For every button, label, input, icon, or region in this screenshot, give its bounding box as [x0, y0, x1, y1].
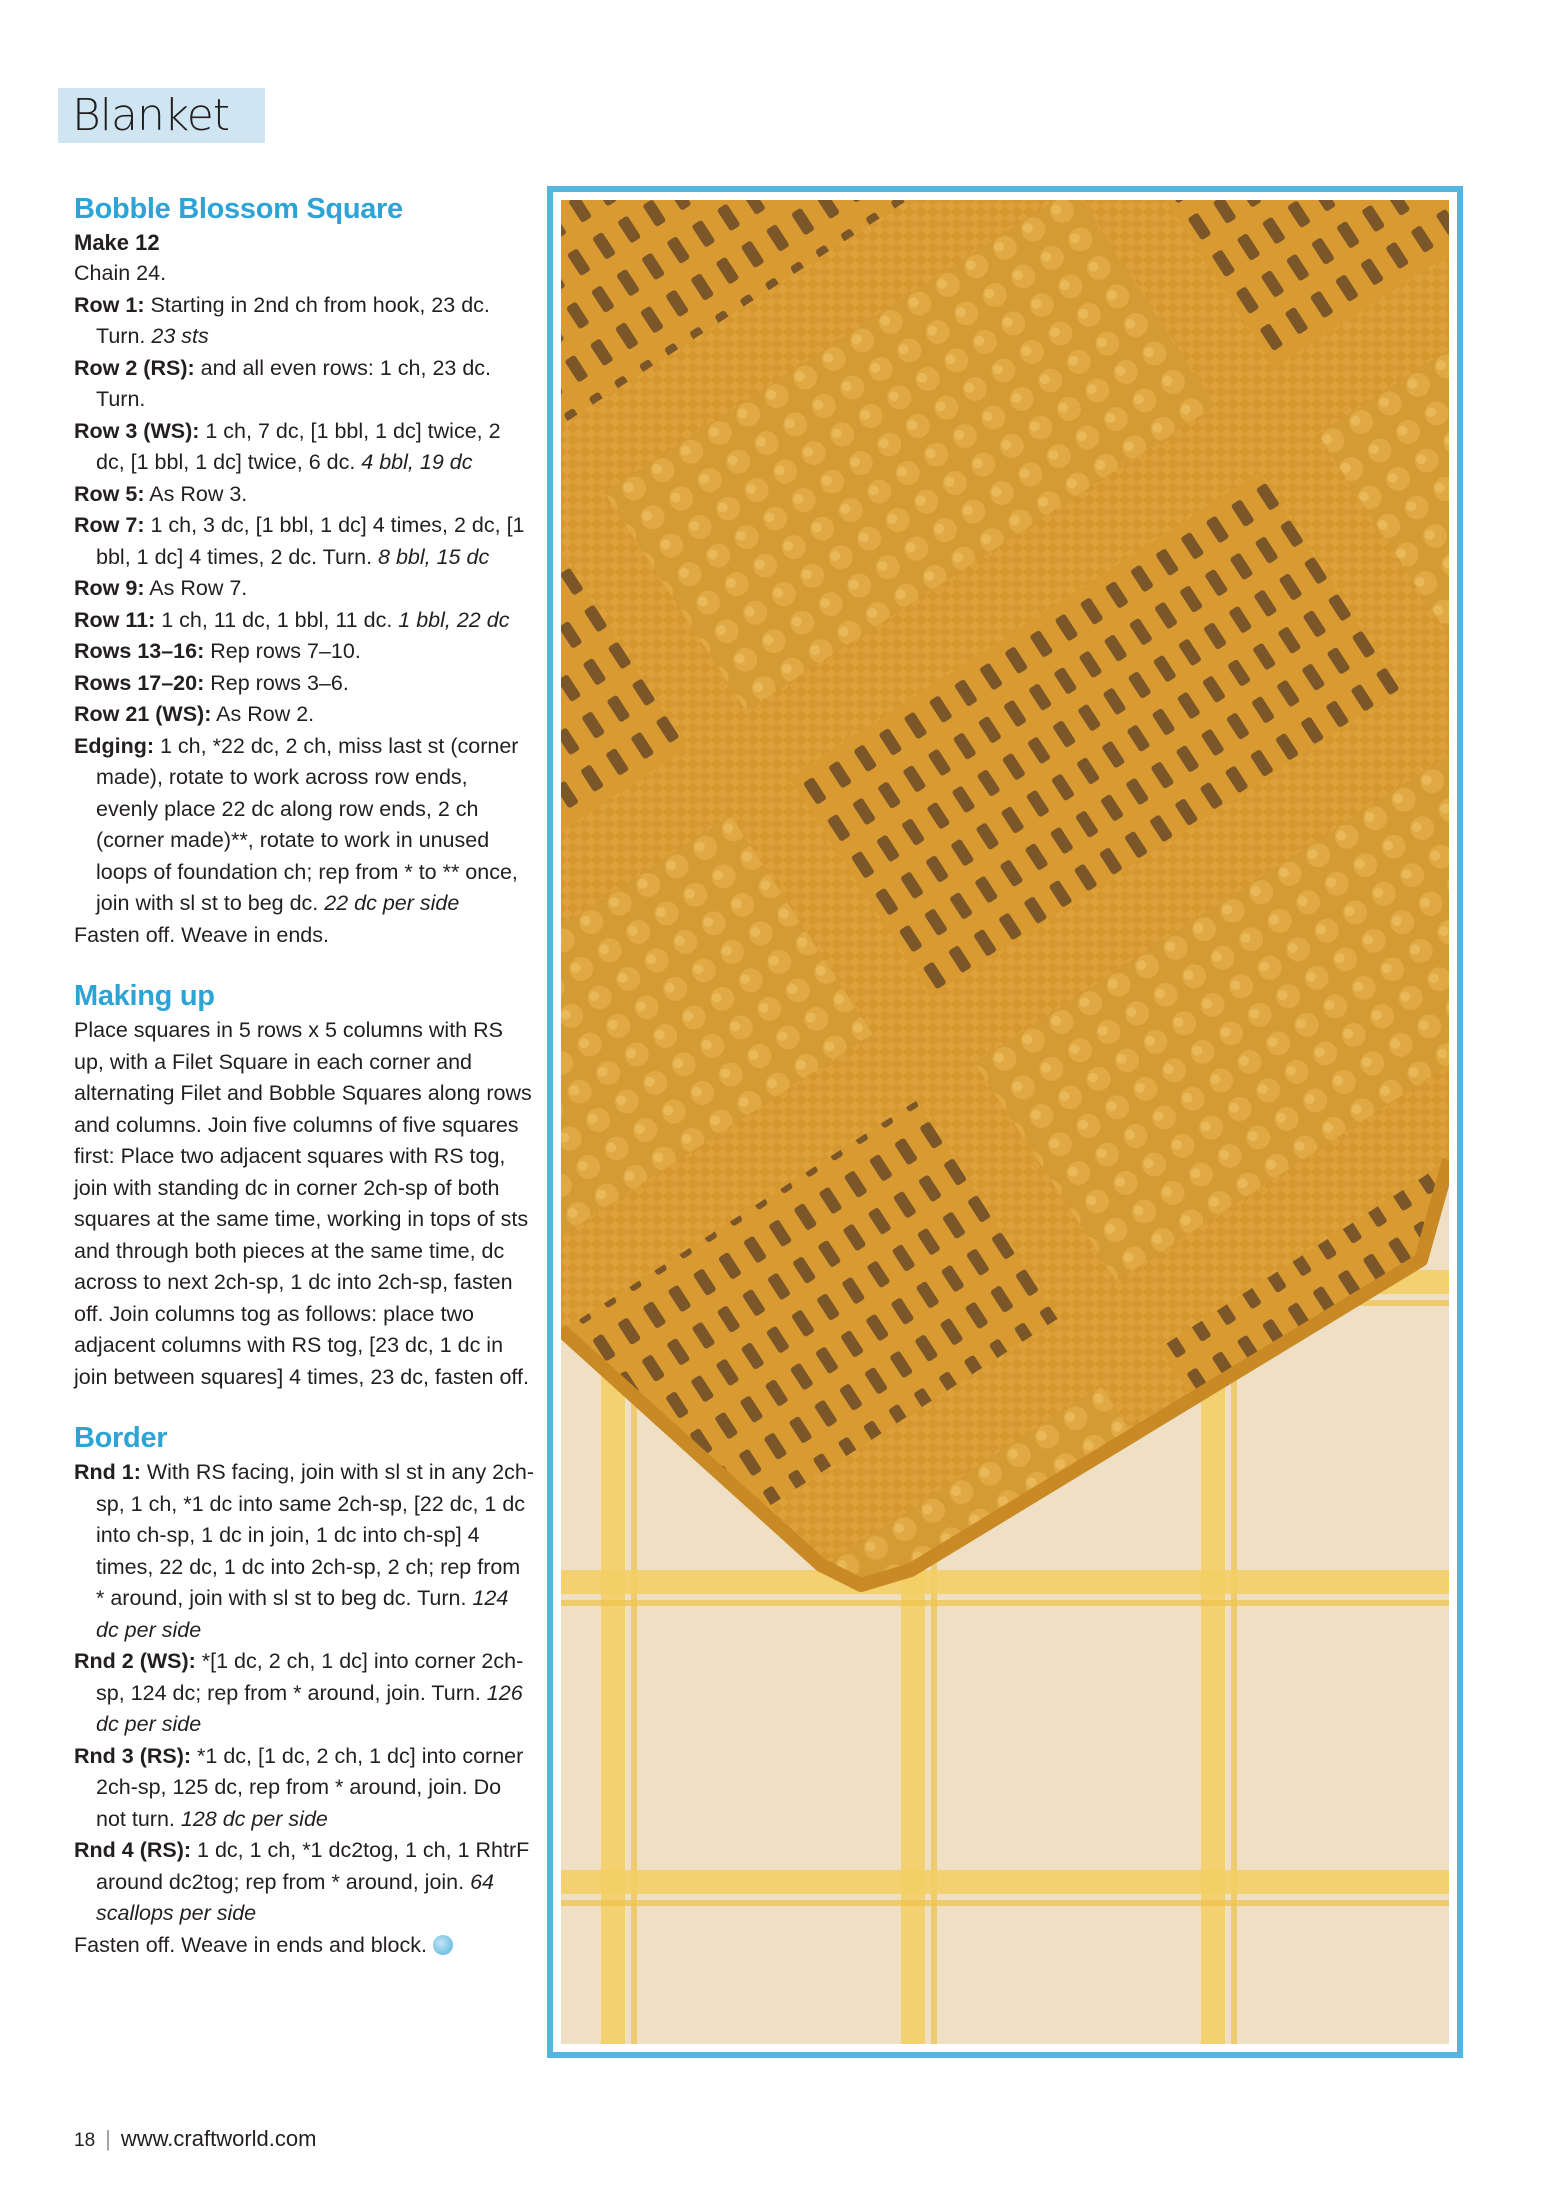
round-label: Rnd 1:	[74, 1460, 141, 1484]
row-stitch-count: 1 bbl, 22 dc	[398, 607, 510, 632]
bobble-rows	[74, 290, 534, 920]
row-label: Row 2 (RS):	[74, 355, 195, 380]
page-footer	[74, 2126, 316, 2152]
row-text: Rep rows 3–6.	[204, 670, 349, 695]
row-label: Edging:	[74, 733, 155, 758]
row-item	[74, 416, 534, 479]
row-label: Row 5:	[74, 481, 145, 506]
row-label: Rows 17–20:	[74, 670, 205, 695]
bobble-fasten-off: Fasten off. Weave in ends.	[74, 922, 329, 947]
pattern-text-column	[74, 190, 534, 1961]
row-item	[74, 353, 534, 416]
row-stitch-count: 8 bbl, 15 dc	[378, 544, 490, 569]
row-label: Rows 13–16:	[74, 639, 205, 663]
row-text: As Row 7.	[144, 576, 248, 600]
row-label: Row 9:	[74, 576, 145, 600]
row-text: 1 ch, 11 dc, 1 bbl, 11 dc.	[155, 607, 399, 632]
row-label: Row 7:	[74, 513, 145, 537]
row-item	[74, 636, 534, 668]
row-label: Row 11:	[74, 607, 156, 632]
row-item	[74, 290, 534, 353]
row-item	[74, 699, 534, 731]
round-item	[74, 1646, 534, 1741]
photo-frame	[547, 186, 1463, 2058]
row-item	[74, 731, 534, 920]
yarn-ball-icon	[433, 1935, 453, 1955]
row-text: Rep rows 7–10.	[204, 639, 361, 663]
row-label: Row 21 (WS):	[74, 702, 212, 726]
chain-instruction: Chain 24.	[74, 261, 167, 285]
row-text: and all even rows: 1 ch, 23 dc. Turn.	[96, 355, 492, 411]
round-stitch-count: 124 dc per side	[96, 1586, 509, 1642]
row-label: Row 3 (WS):	[74, 418, 200, 443]
section-title: Blanket	[72, 90, 230, 141]
footer-url[interactable]: www.craftworld.com	[120, 2126, 317, 2151]
round-label: Rnd 3 (RS):	[74, 1743, 192, 1768]
border-heading: Border	[74, 1422, 168, 1454]
row-stitch-count: 23 sts	[151, 324, 209, 348]
row-item	[74, 573, 534, 605]
border-fasten-text: Fasten off. Weave in ends and block.	[74, 1932, 427, 1957]
round-text: *[1 dc, 2 ch, 1 dc] into corner 2ch-sp, 124 dc; rep from * around, join. Turn.	[96, 1649, 524, 1705]
round-stitch-count: 64 scallops per side	[96, 1869, 495, 1925]
round-stitch-count: 126 dc per side	[96, 1680, 523, 1736]
round-item	[74, 1835, 534, 1930]
row-item	[74, 668, 534, 700]
row-text: Starting in 2nd ch from hook, 23 dc. Turn.	[96, 292, 490, 348]
round-text: 1 dc, 1 ch, *1 dc2tog, 1 ch, 1 RhtrF around dc2tog; rep from * around, join.	[96, 1838, 530, 1894]
row-label: Row 1:	[74, 292, 145, 317]
round-label: Rnd 2 (WS):	[74, 1649, 196, 1673]
row-item	[74, 510, 534, 573]
row-text: 1 ch, 7 dc, [1 bbl, 1 dc] twice, 2 dc, [1 bbl, 1 dc] twice, 6 dc.	[96, 418, 501, 474]
row-item	[74, 605, 534, 637]
row-stitch-count: 22 dc per side	[324, 891, 460, 915]
round-stitch-count: 128 dc per side	[180, 1806, 328, 1831]
row-text: As Row 2.	[211, 702, 315, 726]
row-stitch-count: 4 bbl, 19 dc	[361, 450, 473, 474]
round-item	[74, 1457, 534, 1646]
footer-divider: |	[105, 2126, 111, 2151]
round-text: *1 dc, [1 dc, 2 ch, 1 dc] into corner 2ch-sp, 125 dc, rep from * around, join. Do not turn.	[96, 1743, 524, 1831]
bobble-heading: Bobble Blossom Square	[74, 193, 403, 225]
crochet-blanket-image	[561, 200, 1449, 2044]
round-item	[74, 1741, 534, 1836]
making-up-heading: Making up	[74, 980, 215, 1012]
round-label: Rnd 4 (RS):	[74, 1838, 192, 1862]
row-text: 1 ch, 3 dc, [1 bbl, 1 dc] 4 times, 2 dc, [1 bbl, 1 dc] 4 times, 2 dc. Turn.	[96, 513, 525, 569]
border-rounds	[74, 1457, 534, 1930]
row-text: As Row 3.	[144, 481, 248, 506]
row-item	[74, 479, 534, 511]
blanket-photo	[561, 200, 1449, 2044]
border-fasten-off	[74, 1930, 534, 1962]
making-up-text: Place squares in 5 rows x 5 columns with RS up, with a Filet Square in each corner and alternating Filet and Bobble Squares along rows and columns. Join five columns of five squares first: Place two adjacent squares with RS tog, join with standing dc in corner 2ch-sp of both squares at the same time, working in tops of sts and through both pieces at the same time, dc across to next 2ch-sp, 1 dc into 2ch-sp, fasten off. Join columns tog as follows: place two adjacent columns with RS tog, [23 dc, 1 dc in join between squares] 4 times, 23 dc, fasten off.	[74, 1018, 532, 1389]
page-number: 18	[74, 2130, 96, 2151]
make-count: Make 12	[74, 230, 160, 255]
section-title-box	[58, 88, 265, 143]
row-text: 1 ch, *22 dc, 2 ch, miss last st (corner made), rotate to work across row ends, evenly place 22 dc along row ends, 2 ch (corner made)**, rotate to work in unused loops of foundation ch; rep from * to ** once, join with sl st to beg dc.	[96, 733, 519, 915]
round-text: With RS facing, join with sl st in any 2ch-sp, 1 ch, *1 dc into same 2ch-sp, [22 dc, 1 dc into ch-sp, 1 dc in join, 1 dc into ch-sp] 4 times, 22 dc, 1 dc into 2ch-sp, 2 ch; rep from * around, join with sl st to beg dc. Turn.	[96, 1460, 535, 1610]
